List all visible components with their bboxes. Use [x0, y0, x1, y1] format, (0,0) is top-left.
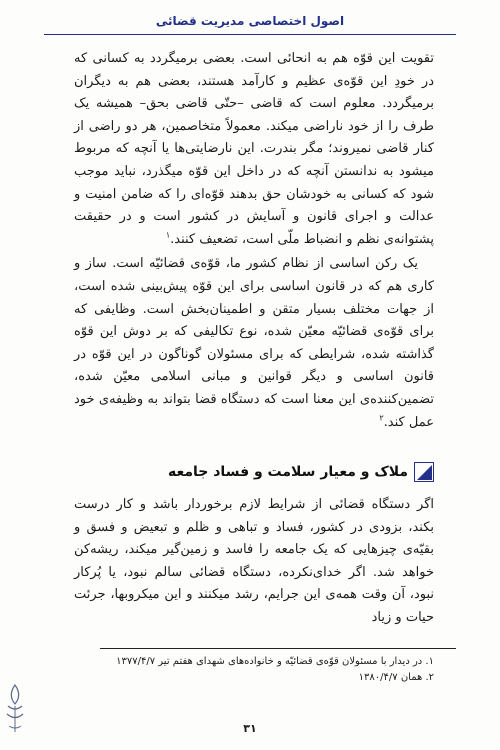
paragraph-1-text: تقویت این قوّه هم به انحائی است. بعضی برمیگردد به کسانی که در خودِ این قوّه‌ی عظیم و کارآمد هستند، بعضی هم به دیگران برمیگردد. معلوم است که قاضی ‎–حتّی قاضی بحق–‎ همیشه یک طرف را از خود ناراضی میکند. معمولاً متخاصمین، هر دو راضی از کنار قاضی نمیروند؛ مگر بندرت. این نارضایتی‌ها یا آنچه که مربوط میشود به ندانستن آنچه که در داخل این قوّه میگذرد، نباید موجب شود که کسانی به خودشان حق بدهند قوّه‌ای را که ضامن امنیت و عدالت و اجرای قانون و آسایش در کشور است و در حقیقت پشتوانه‌ی نظم و انضباط ملّی است، تضعیف کنند. — [74, 51, 434, 247]
page-number: ۳۱ — [243, 722, 257, 735]
section-paragraph: اگر دستگاه قضائی از شرایط لازم برخوردار باشد و کار درست بکند، بزودی در کشور، فساد و تباهی و ظلم و تبعیض و فسق و بقیّه‌ی چیزهایی که یک جامعه را فاسد و زمین‌گیر میکند، ریشه‌کن خواهد شد. اگر خدای‌نکرده، دستگاه قضائی سالم نبود، یا پُرکار نبود، آن وقت همه‌ی این جرایم، رشد میکنند و این میکروبها، جرئت حیات و زیاد — [74, 497, 434, 625]
paragraph-2-text: یک رکن اساسی از نظام کشور ما، قوّه‌ی قضائیّه است. ساز و کاری هم که در قانون اساسی برای این قوّه پیش‌بینی شده است، از جهات مختلف بسیار متقن و اطمینان‌بخش است. وظایفی که برای قوّه‌ی قضائیّه معیّن شده، نوع تکالیفی که بر دوش این قوّه گذاشته شده، شرایطی که برای مسئولان گوناگون در این قوّه در قانون اساسی و دیگر قوانین و مبانی اسلامی معیّن شده، تضمین‌کننده‌ی این معنا است که دستگاه قضا بتواند به وظیفه‌ی خود عمل کند. — [74, 256, 434, 430]
footnote-ref-1: ۱ — [165, 230, 171, 240]
section-heading — [74, 462, 434, 482]
paragraph-1 — [74, 48, 434, 251]
section-heading-text: ملاک و معیار سلامت و فساد جامعه — [167, 464, 408, 480]
corner-triangle-icon — [414, 462, 434, 482]
footnote-2: ۲. همان ۱۳۸۰/۴/۷ — [358, 672, 434, 683]
paragraph-2 — [74, 253, 434, 434]
header-divider — [44, 34, 456, 35]
running-header: اصول اختصاصی مدیریت قضائی — [155, 14, 345, 28]
body-text — [74, 48, 434, 434]
publisher-logo — [3, 682, 27, 736]
footnote-1: ۱. در دیدار با مسئولان قوّه‌ی قضائیّه و خانواده‌های شهدای هفتم تیر ۱۳۷۷/۴/۷ — [116, 656, 434, 667]
footnotes — [74, 654, 434, 686]
footnote-divider — [100, 648, 456, 649]
footnote-ref-2: ۲ — [379, 413, 384, 423]
